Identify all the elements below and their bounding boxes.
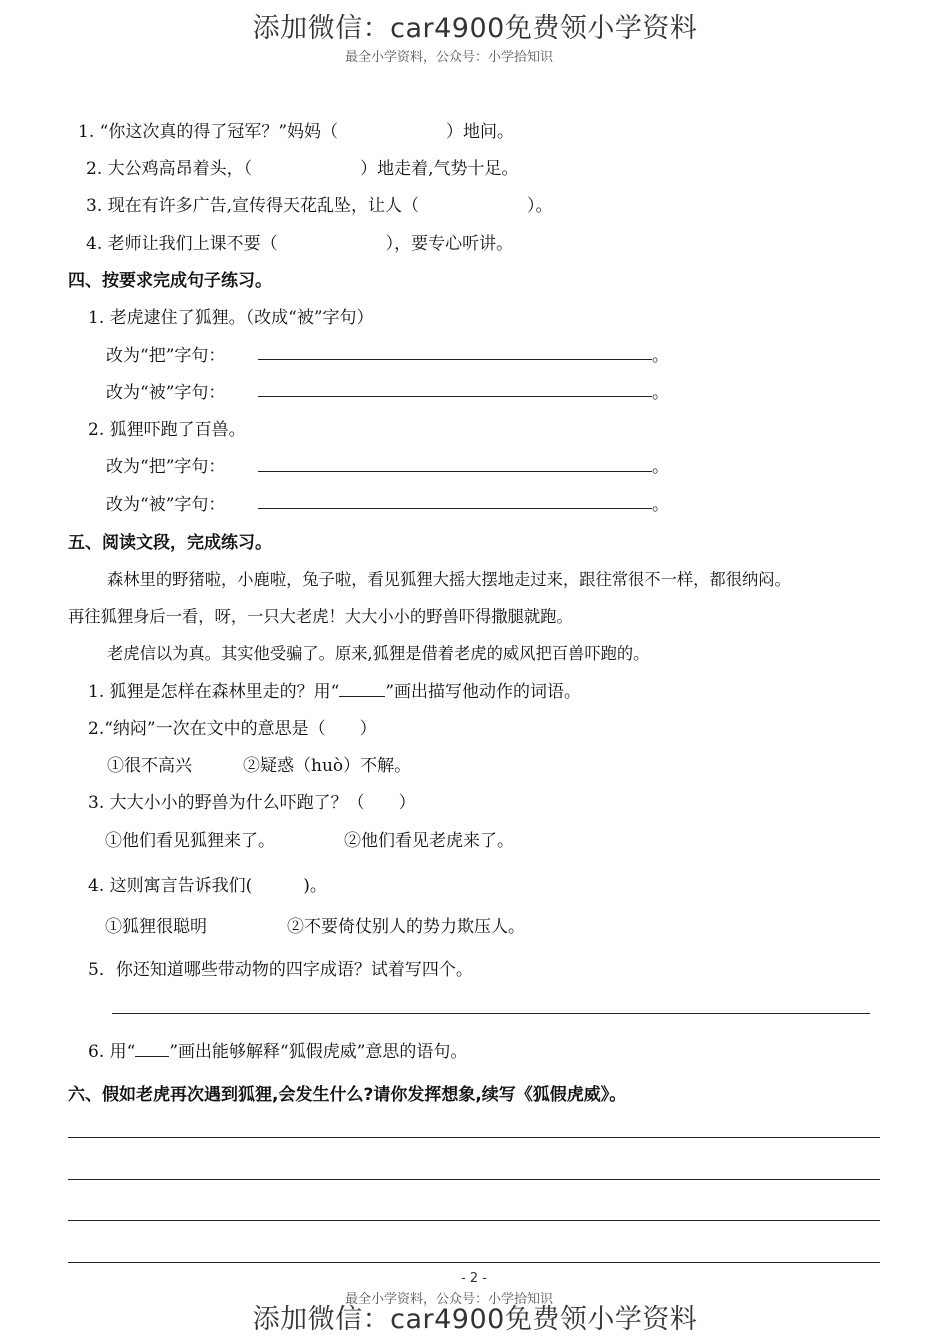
answer-line-bei-1[interactable] [258,396,652,397]
q2-option-1: ①很不高兴 [107,756,192,776]
answer-line-ba-1[interactable] [258,359,652,360]
header-cutoff-text: 最全小学资料，公众号：小学拾知识 [345,50,554,65]
period: 。 [652,346,669,366]
period: 。 [652,495,669,515]
ba-label-2: 改为“把”字句： [106,457,226,477]
q4-option-1: ①狐狸很聪明 [105,917,207,937]
footer-cutoff-text: 最全小学资料，公众号：小学拾知识 [345,1292,554,1307]
section-5-heading: 五、阅读文段，完成练习。 [68,533,272,553]
period: 。 [652,383,669,403]
answer-line-bei-2[interactable] [258,508,652,509]
section-5-question-5: 5．你还知道哪些带动物的四字成语？试着写四个。 [88,960,473,980]
watermark-banner-bottom: 添加微信：car4900免费领小学资料 [252,1304,698,1335]
fill-blank-3: 3. 现在有许多广告,宣传得天花乱坠，让人（ ）。 [86,196,553,216]
section-4-heading: 四、按要求完成句子练习。 [68,271,272,291]
bei-label-2: 改为“被”字句： [106,495,226,515]
section-6-heading: 六、假如老虎再次遇到狐狸,会发生什么?请你发挥想象,续写《狐假虎威》。 [68,1085,627,1105]
q2-option-2: ②疑惑（huò）不解。 [243,756,412,776]
bei-label-1: 改为“被”字句： [106,383,226,403]
writing-line-1[interactable] [68,1137,880,1138]
ba-label-1: 改为“把”字句： [106,346,226,366]
reading-paragraph-2: 老虎信以为真。其实他受骗了。原来,狐狸是借着老虎的威风把百兽吓跑的。 [107,644,650,663]
section-5-question-3: 3. 大大小小的野兽为什么吓跑了？（ ） [88,793,416,813]
page-number: - 2 - [461,1271,487,1286]
q3-option-2: ②他们看见老虎来了。 [344,831,514,851]
q4-option-2: ②不要倚仗别人的势力欺压人。 [287,917,525,937]
fill-blank-2: 2. 大公鸡高昂着头，（ ）地走着,气势十足。 [86,159,519,179]
answer-line-ba-2[interactable] [258,471,652,472]
section-5-question-6: 6. 用“ ”画出能够解释“狐假虎威”意思的语句。 [88,1042,468,1062]
writing-line-2[interactable] [68,1179,880,1180]
writing-line-4[interactable] [68,1262,880,1263]
writing-line-3[interactable] [68,1220,880,1221]
q3-option-1: ①他们看见狐狸来了。 [105,831,275,851]
period: 。 [652,457,669,477]
fill-blank-4: 4. 老师让我们上课不要（ ），要专心听讲。 [86,234,514,254]
underline-sample [135,1042,169,1057]
reading-paragraph-1-line-2: 再往狐狸身后一看，呀，一只大老虎！大大小小的野兽吓得撒腿就跑。 [68,607,573,626]
section-5-question-1: 1. 狐狸是怎样在森林里走的？用“ ”画出描写他动作的词语。 [88,682,582,702]
answer-line-idioms[interactable] [112,1013,870,1014]
section-5-question-2: 2.“纳闷”一次在文中的意思是（ ） [88,719,377,739]
reading-paragraph-1-line-1: 森林里的野猪啦，小鹿啦，兔子啦，看见狐狸大摇大摆地走过来，跟往常很不一样，都很纳闷。 [107,570,791,589]
watermark-banner-top: 添加微信：car4900免费领小学资料 [252,13,698,44]
fill-blank-1: 1. “你这次真的得了冠军？”妈妈（ ）地问。 [78,122,515,142]
section-4-question-2: 2. 狐狸吓跑了百兽。 [88,420,246,440]
section-5-question-4: 4. 这则寓言告诉我们( )。 [88,876,327,896]
section-4-question-1: 1. 老虎逮住了狐狸。（改成“被”字句） [88,308,374,328]
underline-sample [339,682,385,697]
